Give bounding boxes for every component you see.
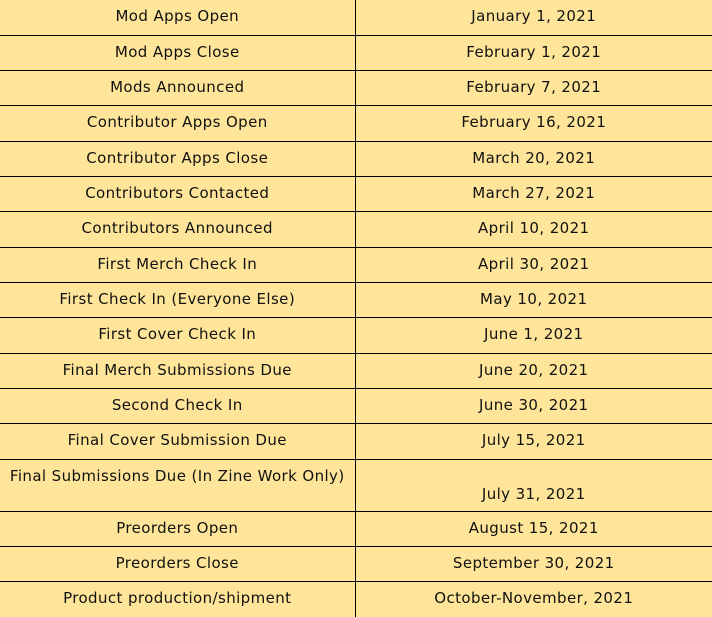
table-row	[0, 459, 712, 511]
event-cell: Final Cover Submission Due	[0, 423, 355, 459]
date-cell: June 1, 2021	[355, 317, 712, 353]
date-cell: June 30, 2021	[355, 388, 712, 423]
table-row	[0, 247, 712, 282]
event-cell: Mod Apps Close	[0, 35, 355, 70]
date-cell: August 15, 2021	[355, 511, 712, 546]
date-cell: July 31, 2021	[355, 459, 712, 511]
date-cell: February 16, 2021	[355, 105, 712, 141]
event-cell: First Check In (Everyone Else)	[0, 282, 355, 317]
table-row	[0, 317, 712, 353]
table-row	[0, 353, 712, 388]
date-cell: October-November, 2021	[355, 581, 712, 617]
table-row	[0, 211, 712, 247]
table-row	[0, 105, 712, 141]
date-cell: May 10, 2021	[355, 282, 712, 317]
date-cell: February 7, 2021	[355, 70, 712, 105]
table-row	[0, 282, 712, 317]
table-row	[0, 581, 712, 617]
event-cell: Contributors Contacted	[0, 176, 355, 211]
date-cell: July 15, 2021	[355, 423, 712, 459]
table-row	[0, 141, 712, 176]
table-row	[0, 388, 712, 423]
table-row	[0, 70, 712, 105]
event-cell: First Merch Check In	[0, 247, 355, 282]
table-row	[0, 0, 712, 35]
date-cell: April 30, 2021	[355, 247, 712, 282]
event-cell: Final Merch Submissions Due	[0, 353, 355, 388]
table-row	[0, 423, 712, 459]
date-cell: March 20, 2021	[355, 141, 712, 176]
event-cell: Product production/shipment	[0, 581, 355, 617]
date-cell: September 30, 2021	[355, 546, 712, 581]
event-cell: Final Submissions Due (In Zine Work Only)	[0, 459, 355, 511]
event-cell: Preorders Close	[0, 546, 355, 581]
event-cell: Contributor Apps Close	[0, 141, 355, 176]
table-row	[0, 35, 712, 70]
date-cell: June 20, 2021	[355, 353, 712, 388]
event-cell: Second Check In	[0, 388, 355, 423]
event-cell: Mod Apps Open	[0, 0, 355, 35]
event-cell: Contributors Announced	[0, 211, 355, 247]
date-cell: March 27, 2021	[355, 176, 712, 211]
table-row	[0, 546, 712, 581]
date-cell: January 1, 2021	[355, 0, 712, 35]
date-cell: February 1, 2021	[355, 35, 712, 70]
event-cell: Preorders Open	[0, 511, 355, 546]
event-cell: Mods Announced	[0, 70, 355, 105]
table-row	[0, 511, 712, 546]
table-row	[0, 176, 712, 211]
event-cell: Contributor Apps Open	[0, 105, 355, 141]
date-cell: April 10, 2021	[355, 211, 712, 247]
event-cell: First Cover Check In	[0, 317, 355, 353]
